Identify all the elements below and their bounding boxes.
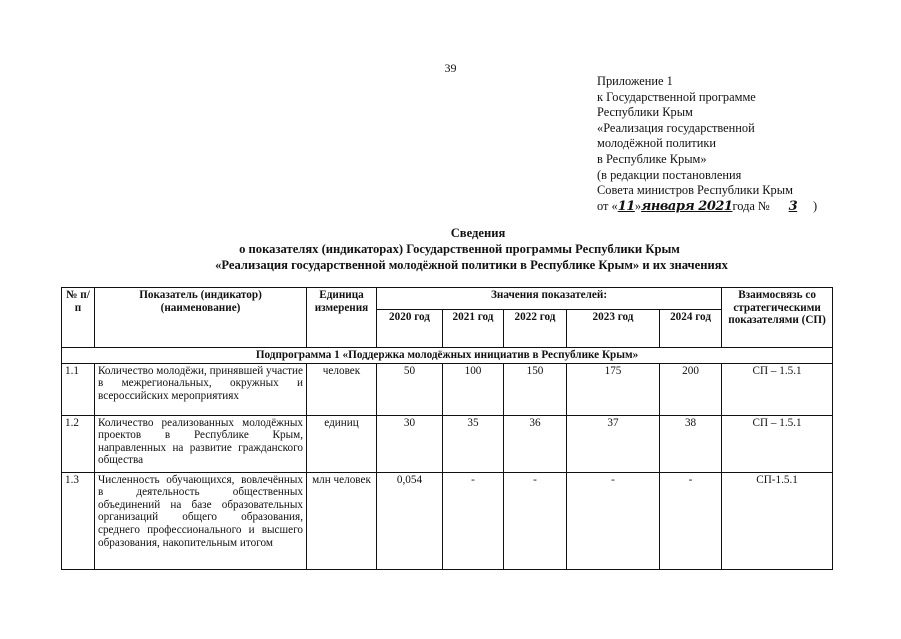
appendix-line: молодёжной политики <box>597 136 716 151</box>
header-values-group: Значения показателей: <box>377 288 722 310</box>
appendix-block <box>597 74 817 214</box>
header-year: 2023 год <box>567 310 660 348</box>
table-row <box>62 363 833 415</box>
row-num: 1.2 <box>62 415 95 472</box>
row-value: 200 <box>660 363 722 415</box>
row-value: 175 <box>567 363 660 415</box>
header-year: 2022 год <box>504 310 567 348</box>
appendix-line: Приложение 1 <box>597 74 673 88</box>
appendix-line: Совета министров Республики Крым <box>597 183 793 198</box>
header-year: 2021 год <box>443 310 504 348</box>
appendix-line: (в редакции постановления <box>597 167 742 182</box>
row-value: 38 <box>660 415 722 472</box>
date-day-handwritten: 11 <box>617 198 635 214</box>
row-value: 35 <box>443 415 504 472</box>
title-line-2: о показателях (индикаторах) Государственной программы Республики Крым <box>239 242 680 256</box>
subprogram-title: Подпрограмма 1 «Поддержка молодёжных инициатив в Республике Крым» <box>62 348 833 364</box>
row-link: СП – 1.5.1 <box>722 415 833 472</box>
row-num: 1.3 <box>62 472 95 569</box>
appendix-line: к Государственной программе <box>597 89 756 104</box>
row-value: 36 <box>504 415 567 472</box>
date-close: ) <box>812 198 818 213</box>
row-indicator-name: Количество молодёжи, принявшей участие в межрегиональных, окружных и всероссийских мероприятиях <box>95 363 307 415</box>
appendix-line: в Республике Крым» <box>597 151 707 166</box>
row-link: СП – 1.5.1 <box>722 363 833 415</box>
header-year: 2024 год <box>660 310 722 348</box>
header-unit: Единица измерения <box>307 288 377 348</box>
header-link: Взаимосвязь со стратегическими показателями (СП) <box>722 288 833 348</box>
row-value: 0,054 <box>377 472 443 569</box>
row-value: 150 <box>504 363 567 415</box>
row-value: - <box>443 472 504 569</box>
table-row <box>62 415 833 472</box>
row-value: 100 <box>443 363 504 415</box>
title-line-1: Сведения <box>450 226 506 240</box>
row-unit: человек <box>307 363 377 415</box>
date-prefix: от « <box>597 198 618 213</box>
title-line-3: «Реализация государственной молодёжной политики в Республике Крым» и их значениях <box>215 258 728 272</box>
row-unit: млн человек <box>307 472 377 569</box>
row-indicator-name: Количество реализованных молодёжных проектов в Республике Крым, направленных на развитие гражданского общества <box>95 415 307 472</box>
page-number: 39 <box>444 61 457 75</box>
row-link: СП-1.5.1 <box>722 472 833 569</box>
appendix-line: Республики Крым <box>597 105 693 120</box>
document-title <box>0 225 901 273</box>
header-indicator: Показатель (индикатор) (наименование) <box>95 288 307 348</box>
table-row <box>62 472 833 569</box>
row-unit: единиц <box>307 415 377 472</box>
appendix-date-line <box>597 199 817 215</box>
header-year: 2020 год <box>377 310 443 348</box>
row-indicator-name: Численность обучающихся, вовлечённых в деятельность общественных объединений на базе образовательных организаций общего образования, среднего профессионального и высшего образования, накопительным итогом <box>95 472 307 569</box>
doc-number-handwritten: 3 <box>788 198 798 214</box>
row-value: - <box>660 472 722 569</box>
date-year-suffix: года № <box>732 198 770 213</box>
row-value: - <box>567 472 660 569</box>
row-num: 1.1 <box>62 363 95 415</box>
row-value: 30 <box>377 415 443 472</box>
row-value: 37 <box>567 415 660 472</box>
indicators-table <box>61 287 833 570</box>
date-month-handwritten: января 2021 <box>641 198 733 214</box>
appendix-line: «Реализация государственной <box>597 120 755 135</box>
row-value: 50 <box>377 363 443 415</box>
date-mid: » <box>634 198 642 213</box>
row-value: - <box>504 472 567 569</box>
header-num: № п/п <box>62 288 95 348</box>
